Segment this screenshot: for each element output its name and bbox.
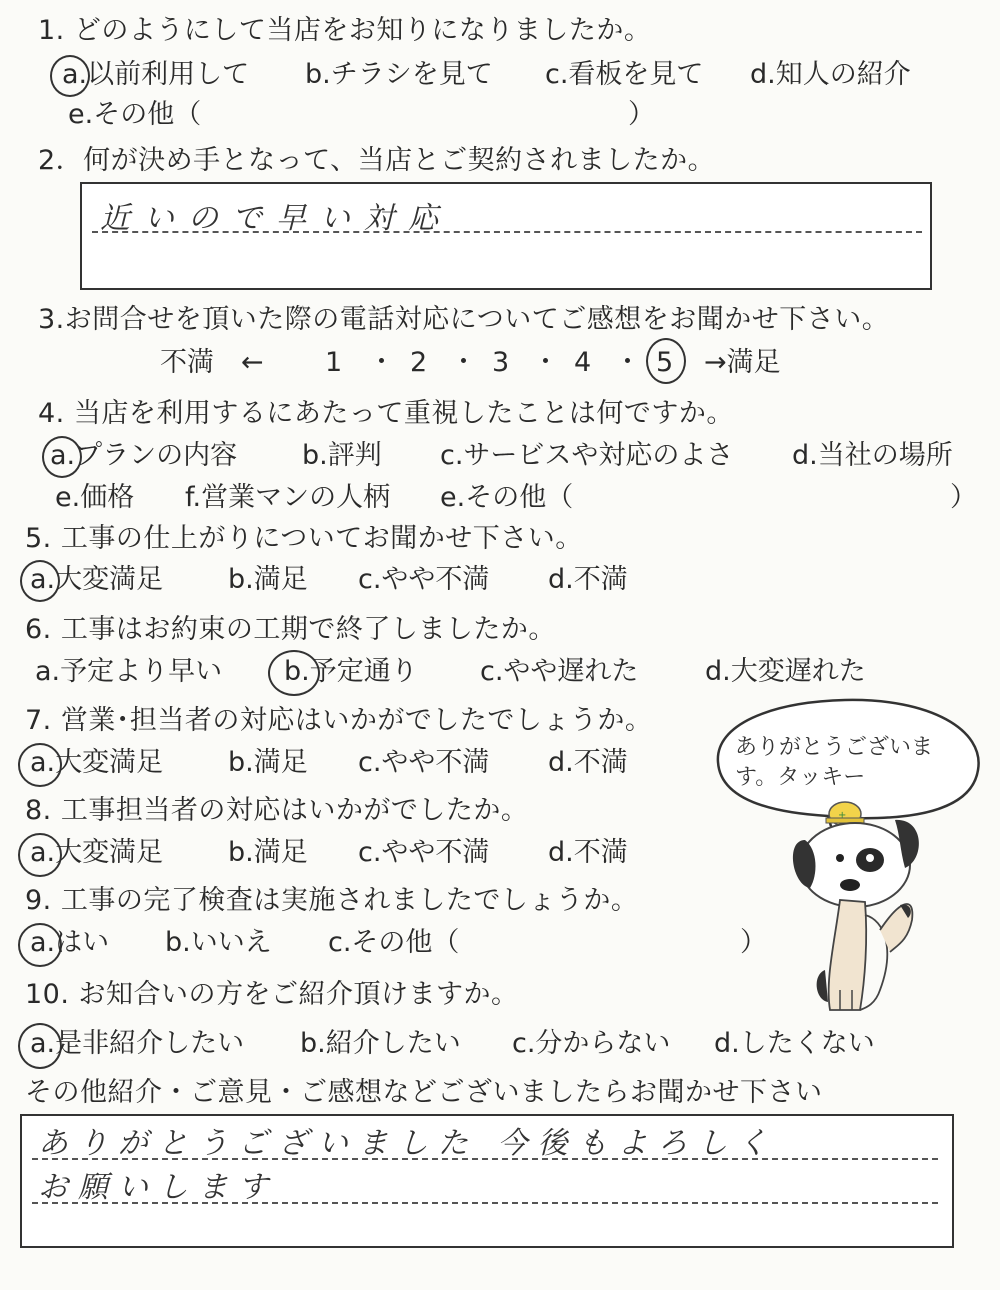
q7-option-d: d.不満 <box>548 747 628 778</box>
q7-question: 7. 営業･担当者の対応はいかがでしたでしょうか。 <box>25 705 653 736</box>
q1-option-c: c.看板を見て <box>545 59 704 90</box>
q10-option-b: b.紹介したい <box>300 1028 461 1059</box>
q2-question: 2．何が決め手となって、当店とご契約されましたか。 <box>38 145 716 176</box>
q3-selected-circle <box>646 338 686 384</box>
comments-line2: お願いします <box>38 1170 278 1205</box>
q5-option-c: c.やや不満 <box>358 564 490 595</box>
q3-dot: ・ <box>450 347 477 378</box>
q7-option-c: c.やや不満 <box>358 747 490 778</box>
comments-line1-rule <box>32 1158 938 1160</box>
q3-right-label: →満足 <box>704 347 781 378</box>
q8-option-d: d.不満 <box>548 837 628 868</box>
q4-option-d: d.当社の場所 <box>792 440 953 471</box>
q5-option-b: b.満足 <box>228 564 308 595</box>
q1-question: 1. どのようにして当店をお知りになりましたか。 <box>38 15 652 46</box>
q3-scale-5: 5 <box>656 347 674 378</box>
q10-option-c: c.分からない <box>512 1028 671 1059</box>
dog-icon <box>793 820 919 1010</box>
q8-option-b: b.満足 <box>228 837 308 868</box>
q4-option-a: a.プランの内容 <box>50 440 238 471</box>
q8-option-a: a.大変満足 <box>30 837 164 868</box>
svg-text:+: + <box>838 810 847 821</box>
q9-option-c: c.その他（ <box>328 927 460 958</box>
q6-option-b: b.予定通り <box>284 656 418 687</box>
q3-scale-1: 1 <box>325 347 343 378</box>
q5-option-a: a.大変満足 <box>30 564 164 595</box>
q3-scale-4: 4 <box>574 347 592 378</box>
q3-dot: ・ <box>532 347 559 378</box>
q10-option-d: d.したくない <box>714 1028 875 1059</box>
q3-question: 3.お問合せを頂いた際の電話対応についてご感想をお聞かせ下さい。 <box>38 304 890 335</box>
q6-option-c: c.やや遅れた <box>480 656 639 687</box>
q1-option-a: a.以前利用して <box>62 59 250 90</box>
mascot-speech: ありがとうございます。タッキー <box>735 735 934 790</box>
q1-other-close: ） <box>628 99 655 130</box>
comments-line2-rule <box>32 1202 938 1204</box>
q4-other-close: ） <box>950 482 977 513</box>
q1-option-b: b.チラシを見て <box>305 59 493 90</box>
q1-option-d: d.知人の紹介 <box>750 59 911 90</box>
q7-option-b: b.満足 <box>228 747 308 778</box>
q10-option-a: a.是非紹介したい <box>30 1028 245 1059</box>
comments-question: その他紹介・ご意見・ご感想などございましたらお聞かせ下さい <box>25 1077 823 1108</box>
q8-option-c: c.やや不満 <box>358 837 490 868</box>
q2-answer: 近いので早い対応 <box>100 201 452 236</box>
comments-line1: ありがとうございました 今後もよろしく <box>38 1126 778 1161</box>
q4-question: 4. 当店を利用するにあたって重視したことは何ですか。 <box>38 398 734 429</box>
q9-other-close: ） <box>740 927 767 958</box>
q9-option-a: a.はい <box>30 927 110 958</box>
q6-option-a: a.予定より早い <box>35 656 223 687</box>
q3-scale-2: 2 <box>410 347 428 378</box>
q1-option-e: e.その他（ <box>68 99 202 130</box>
q3-dot: ・ <box>368 347 395 378</box>
q10-question: 10. お知合いの方をご紹介頂けますか。 <box>25 979 519 1010</box>
q9-option-b: b.いいえ <box>165 927 272 958</box>
q6-question: 6. 工事はお約束の工期で終了しましたか。 <box>25 614 556 645</box>
q4-option-e: e.価格 <box>55 482 135 513</box>
q2-answer-line <box>92 231 922 233</box>
q4-option-other: e.その他（ <box>440 482 574 513</box>
q4-option-b: b.評判 <box>302 440 382 471</box>
q4-option-c: c.サービスや対応のよさ <box>440 440 734 471</box>
q8-question: 8. 工事担当者の対応はいかがでしたか。 <box>25 795 529 826</box>
q4-option-f: f.営業マンの人柄 <box>185 482 391 513</box>
q3-scale-3: 3 <box>492 347 510 378</box>
q3-dot: ・ <box>614 347 641 378</box>
q9-question: 9. 工事の完了検査は実施されましたでしょうか。 <box>25 885 639 916</box>
q6-option-d: d.大変遅れた <box>705 656 866 687</box>
q3-left-label: 不満 ← <box>160 347 264 378</box>
q5-option-d: d.不満 <box>548 564 628 595</box>
q7-option-a: a.大変満足 <box>30 747 164 778</box>
q5-question: 5. 工事の仕上がりについてお聞かせ下さい。 <box>25 523 583 554</box>
